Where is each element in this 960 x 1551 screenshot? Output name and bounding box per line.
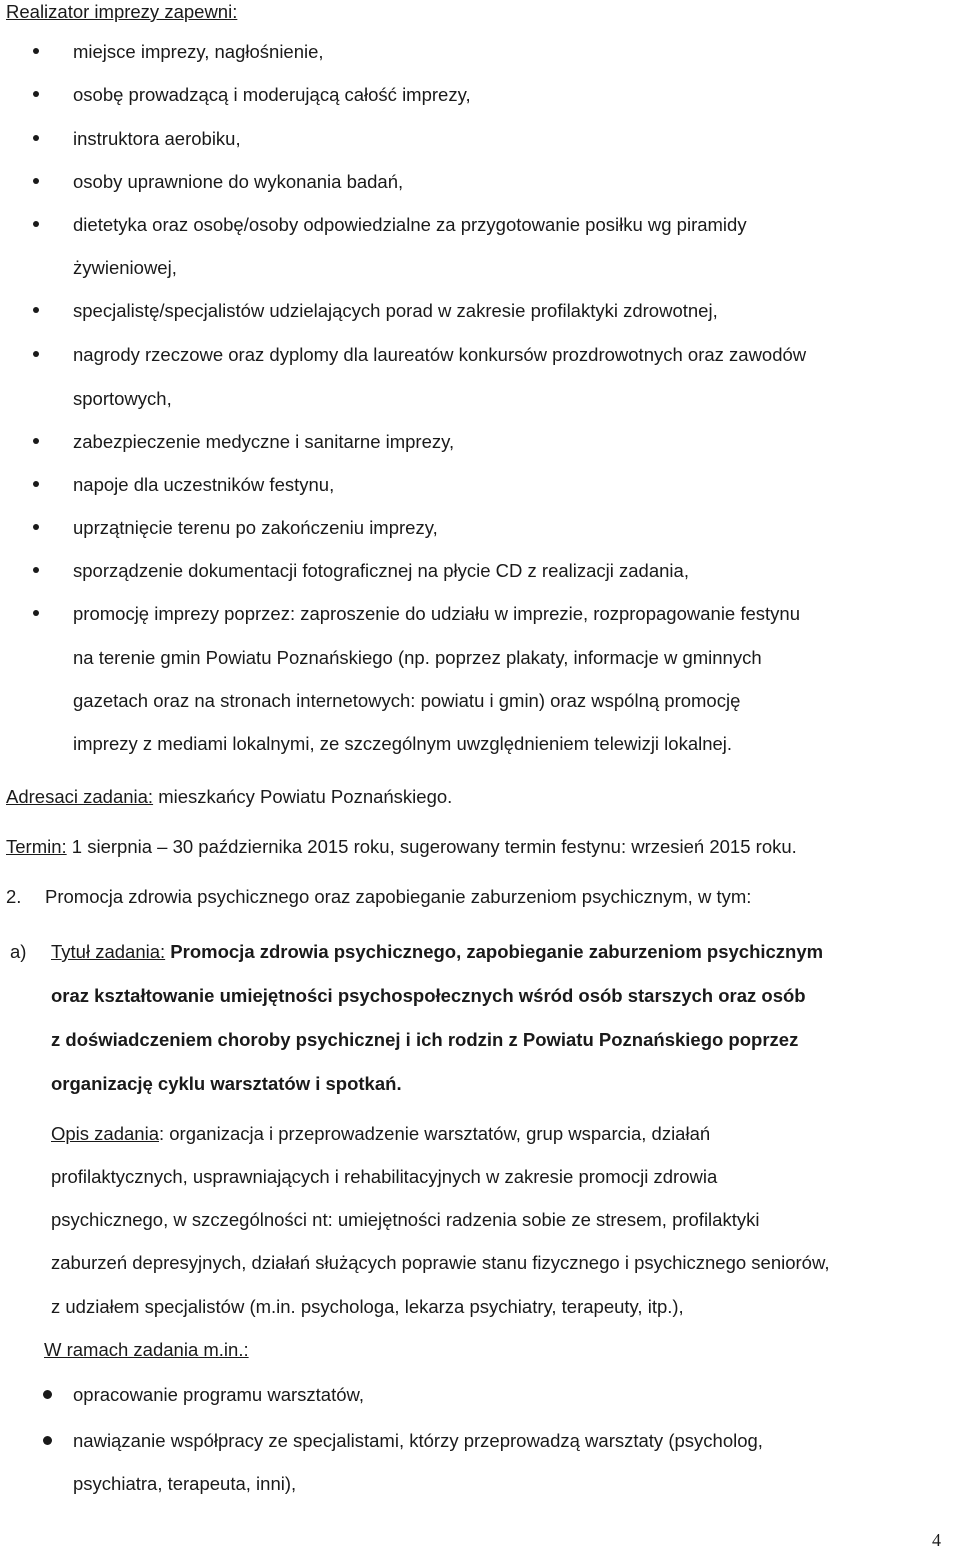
intro-heading: Realizator imprezy zapewni:	[6, 1, 238, 22]
list-item: nagrody rzeczowe oraz dyplomy dla laureatów konkursów prozdrowotnych oraz zawodów	[73, 344, 807, 365]
list-item: instruktora aerobiku,	[73, 128, 241, 149]
bullet-icon	[33, 307, 39, 313]
list-item: opracowanie programu warsztatów,	[73, 1384, 365, 1405]
section-heading: Promocja zdrowia psychicznego oraz zapobieganie zaburzeniom psychicznym, w tym:	[45, 886, 752, 907]
w-ramach-heading: W ramach zadania m.in.:	[44, 1339, 249, 1360]
opis-line: z udziałem specjalistów (m.in. psychologa, lekarza psychiatry, terapeuty, itp.),	[51, 1296, 684, 1317]
list-item: sporządzenie dokumentacji fotograficznej na płycie CD z realizacji zadania,	[73, 560, 689, 581]
termin-label: Termin:	[6, 836, 67, 857]
bullet-icon	[33, 567, 39, 573]
list-item-continuation: psychiatra, terapeuta, inni),	[73, 1473, 297, 1494]
list-item-continuation: sportowych,	[73, 388, 172, 409]
task-title-text: Promocja zdrowia psychicznego, zapobieganie zaburzeniom psychicznym	[170, 941, 824, 962]
list-item: osoby uprawnione do wykonania badań,	[73, 171, 404, 192]
task-title-line: oraz kształtowanie umiejętności psychospołecznych wśród osób starszych oraz osób	[51, 985, 806, 1006]
bullet-icon	[33, 135, 39, 141]
list-item-continuation: gazetach oraz na stronach internetowych: powiatu i gmin) oraz wspólną promocję	[73, 690, 741, 711]
task-letter: a)	[10, 941, 27, 962]
list-item: specjalistę/specjalistów udzielających porad w zakresie profilaktyki zdrowotnej,	[73, 300, 718, 321]
task-title-line: z doświadczeniem choroby psychicznej i ich rodzin z Powiatu Poznańskiego poprzez	[51, 1029, 799, 1050]
list-item: miejsce imprezy, nagłośnienie,	[73, 41, 324, 62]
opis-line: zaburzeń depresyjnych, działań służących poprawie stanu fizycznego i psychicznego seniorów,	[51, 1252, 830, 1273]
bullet-icon	[33, 610, 39, 616]
list-item: zabezpieczenie medyczne i sanitarne imprezy,	[73, 431, 455, 452]
list-item: uprzątnięcie terenu po zakończeniu imprezy,	[73, 517, 438, 538]
bullet-icon	[33, 438, 39, 444]
list-item-continuation: żywieniowej,	[73, 257, 177, 278]
adresaci-paragraph	[6, 785, 452, 809]
list-item-continuation: na terenie gmin Powiatu Poznańskiego (np. poprzez plakaty, informacje w gminnych	[73, 647, 762, 668]
opis-line: profilaktycznych, usprawniających i rehabilitacyjnych w zakresie promocji zdrowia	[51, 1166, 718, 1187]
page-number: 4	[932, 1530, 941, 1550]
bullet-icon	[33, 221, 39, 227]
list-item: napoje dla uczestników festynu,	[73, 474, 335, 495]
task-title-label: Tytuł zadania:	[51, 941, 166, 962]
opis-label: Opis zadania	[51, 1123, 159, 1144]
task-title-line: organizację cyklu warsztatów i spotkań.	[51, 1073, 402, 1094]
list-item: osobę prowadzącą i moderującą całość imprezy,	[73, 84, 471, 105]
bullet-icon	[33, 178, 39, 184]
list-item: nawiązanie współpracy ze specjalistami, którzy przeprowadzą warsztaty (psycholog,	[73, 1430, 763, 1451]
bullet-icon	[33, 524, 39, 530]
bullet-icon	[43, 1436, 52, 1445]
list-item-continuation: imprezy z mediami lokalnymi, ze szczególnym uwzględnieniem telewizji lokalnej.	[73, 733, 733, 754]
opis-line: psychicznego, w szczególności nt: umiejętności radzenia sobie ze stresem, profilaktyki	[51, 1209, 760, 1230]
adresaci-value: mieszkańcy Powiatu Poznańskiego.	[153, 786, 453, 807]
task-title-line	[51, 940, 943, 964]
termin-value: 1 sierpnia – 30 października 2015 roku, sugerowany termin festynu: wrzesień 2015 roku.	[66, 836, 797, 857]
opis-text: : organizacja i przeprowadzenie warsztatów, grup wsparcia, działań	[158, 1123, 711, 1144]
termin-paragraph	[6, 835, 797, 859]
bullet-icon	[33, 91, 39, 97]
bullet-icon	[33, 481, 39, 487]
list-item: promocję imprezy poprzez: zaproszenie do udziału w imprezie, rozpropagowanie festynu	[73, 603, 801, 624]
bullet-icon	[33, 351, 39, 357]
list-item: dietetyka oraz osobę/osoby odpowiedzialne za przygotowanie posiłku wg piramidy	[73, 214, 747, 235]
opis-line	[51, 1122, 710, 1146]
bullet-icon	[33, 48, 39, 54]
adresaci-label: Adresaci zadania:	[6, 786, 154, 807]
section-number: 2.	[6, 886, 22, 907]
bullet-icon	[43, 1390, 52, 1399]
